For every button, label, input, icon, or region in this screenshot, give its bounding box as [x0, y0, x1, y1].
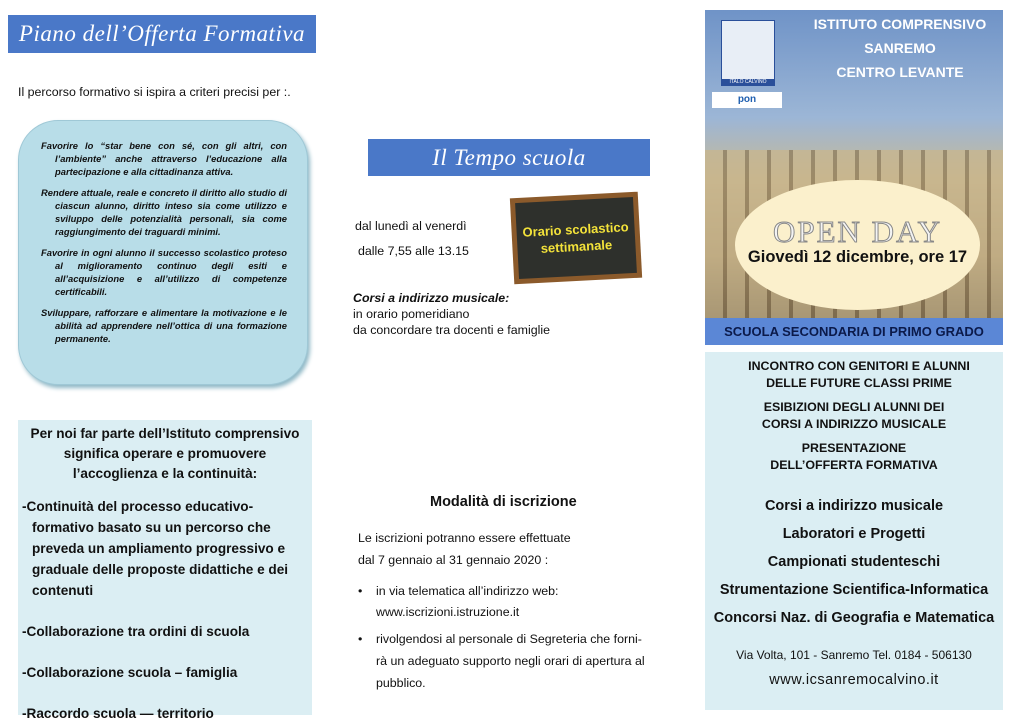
bullet-text: rà un adeguato supporto negli orari di apertura al: [376, 654, 645, 668]
school-hours: dalle 7,55 alle 13.15: [358, 244, 469, 258]
enroll-text: dal 7 gennaio al 31 gennaio 2020 :: [358, 553, 549, 567]
bullet-icon: •: [358, 632, 363, 646]
criterion: Sviluppare, rafforzare e alimentare la motivazione e le abilità ad apprendere nell’ottica di una formazione permanente.: [41, 307, 287, 344]
intro-text: Il percorso formativo si ispira a criteri precisi per :.: [18, 85, 291, 99]
criterion: Favorire lo “star bene con sé, con gli altri, con l’ambiente” anche attraverso l’educazione alla partecipazione e alla cittadinanza attiva.: [41, 140, 287, 177]
tempo-scuola-title: Il Tempo scuola: [368, 139, 650, 176]
event-item: ESIBIZIONI DEGLI ALUNNI DEI CORSI A INDIRIZZO MUSICALE: [761, 400, 947, 431]
enroll-link[interactable]: www.iscrizioni.istruzione.it: [376, 605, 520, 619]
institute-header: ISTITUTO COMPRENSIVO SANREMO CENTRO LEVANTE: [813, 16, 987, 80]
open-day-date: Giovedì 12 dicembre, ore 17: [747, 248, 968, 266]
enroll-text: Le iscrizioni potranno essere effettuate: [358, 531, 571, 545]
enroll-title: Modalità di iscrizione: [430, 494, 577, 510]
continuity-item: -Continuità del processo educativo-formativo basato su un percorso che preveda un ampliamento progressivo e graduale delle proposte didattiche e dei contenuti: [22, 499, 289, 598]
bullet-text: rivolgendosi al personale di Segreteria che forni-: [376, 632, 642, 646]
continuity-box: [18, 420, 312, 721]
offer-item: Laboratori e Progetti: [782, 526, 926, 542]
continuity-item: -Collaborazione scuola – famiglia: [22, 665, 238, 680]
continuity-item: -Raccordo scuola — territorio: [22, 706, 214, 721]
criterion: Favorire in ogni alunno il successo scolastico proteso al miglioramento continuo degli esiti e all’acquisizione e all’utilizzo di competenze certificabili.: [41, 247, 287, 297]
offer-item: Strumentazione Scientifica-Informatica: [719, 582, 989, 598]
chalkboard-image: [510, 192, 642, 285]
website-link[interactable]: www.icsanremocalvino.it: [769, 672, 939, 688]
pof-title: Piano dell’Offerta Formativa: [8, 15, 316, 53]
offer-item: Concorsi Naz. di Geografia e Matematica: [713, 610, 995, 626]
criteria-box: [18, 120, 308, 385]
music-line: da concordare tra docenti e famiglie: [353, 323, 550, 337]
school-logo: ITALO CALVINO: [721, 20, 775, 86]
offers-list: [705, 492, 1003, 632]
offer-item: Corsi a indirizzo musicale: [764, 498, 944, 514]
pon-logo: pon: [712, 92, 782, 108]
bullet-text: pubblico.: [376, 676, 426, 690]
chalkboard-text: Orario scolastico settimanale: [515, 197, 637, 279]
school-photo: [705, 10, 1003, 318]
event-item: INCONTRO CON GENITORI E ALUNNI DELLE FUTURE CLASSI PRIME: [748, 359, 970, 390]
open-day-oval: [735, 180, 980, 310]
school-days: dal lunedì al venerdì: [355, 219, 467, 233]
event-item: PRESENTAZIONE DELL’OFFERTA FORMATIVA: [770, 441, 938, 472]
events-panel: [705, 352, 1003, 710]
address: Via Volta, 101 - Sanremo Tel. 0184 - 506130: [736, 648, 972, 662]
continuity-item: -Collaborazione tra ordini di scuola: [22, 624, 250, 639]
music-title: Corsi a indirizzo musicale:: [353, 291, 510, 305]
bullet-icon: •: [358, 584, 363, 598]
music-line: in orario pomeridiano: [353, 307, 470, 321]
bullet-text: in via telematica all’indirizzo web:: [376, 584, 559, 598]
offer-item: Campionati studenteschi: [767, 554, 941, 570]
school-level-bar: SCUOLA SECONDARIA DI PRIMO GRADO: [705, 318, 1003, 345]
open-day-title: OPEN DAY: [772, 214, 943, 249]
criterion: Rendere attuale, reale e concreto il diritto allo studio di ciascun alunno, diritto inteso sia come utilizzo e sviluppo delle potenzialità personali, sia come raggiungimento dei traguardi minimi.: [41, 187, 287, 237]
continuity-heading: Per noi far parte dell’Istituto comprensivo significa operare e promuovere l’accoglienza e la continuità:: [30, 426, 300, 481]
